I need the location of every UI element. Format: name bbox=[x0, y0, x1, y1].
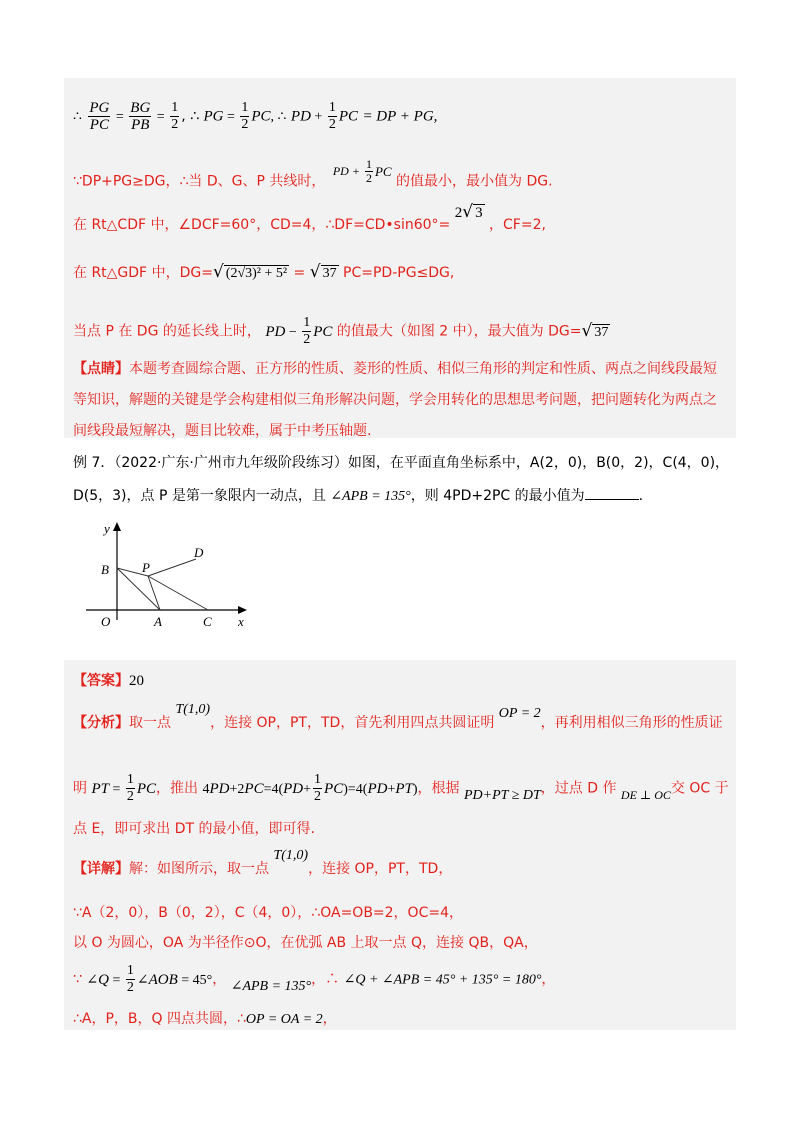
detail-line-2: ∵A（2，0），B（0，2），C（4，0），∴OA=OB=2，OC=4， bbox=[73, 905, 463, 921]
solution-line-4: 在 Rt△GDF 中，DG=√ (2√3)² + 5² = √ 37 PC=PD-PG≤DG, bbox=[73, 262, 455, 282]
label-a: A bbox=[154, 614, 162, 629]
label-b: B bbox=[101, 562, 109, 577]
solution-line-3: 在 Rt△CDF 中，∠DCF=60°，CD=4，∴DF=CD•sin60°= 2√ 3 ，CF=2, bbox=[73, 202, 546, 233]
expr-pd-plus-half-pc: PD + bbox=[332, 164, 360, 178]
value-sqrt37: √ 37 bbox=[309, 262, 337, 282]
solution-line-5: 当点 P 在 DG 的延长线上时， PD − $\frac{1}{2}$ PC 的值最大（如图 2 中），最大值为 DG=√ 37 bbox=[73, 315, 609, 347]
expr-pt-half-pc: PT = $\frac{1}{2}$ PC bbox=[91, 772, 157, 804]
detail-line-1: 【详解】解：如图所示，取一点 T(1,0)，连接 OP，PT，TD， bbox=[73, 848, 453, 877]
expr-pd-minus-half-pc: PD − $\frac{1}{2}$ PC bbox=[265, 315, 333, 347]
comment-line-2: 等知识，解题的关键是学会构建相似三角形解决问题，学会用转化的思想思考问题，把问题转化为两点之 bbox=[73, 392, 717, 408]
detail-line-4: ∵ ∠Q = $\frac{1}{2}$ ∠AOB = 45°， ∠APB = 135°，∴ ∠Q + ∠APB = 45° + 135° = 180°， bbox=[73, 963, 556, 995]
example-7-line-1: 例 7．（2022·广东·广州市九年级阶段练习）如图，在平面直角坐标系中，A(2，0)，B(0，2)，C(4，0)， bbox=[73, 455, 730, 471]
analysis-line-1: 【分析】取一点 T(1,0)，连接 OP，PT，TD，首先利用四点共圆证明 OP = 2，再利用相似三角形的性质证 bbox=[73, 702, 723, 731]
segment-pc bbox=[148, 576, 208, 610]
segment-pa bbox=[148, 576, 160, 610]
solution-line-2: ∵DP+PG≥DG，∴当 D、G、P 共线时， PD + $\frac{1}{2}$ PC 的值最小，最小值为 DG. bbox=[73, 157, 553, 190]
label-c: C bbox=[203, 614, 212, 629]
formula-line-1: ∴ $\frac{PG}{PC}$ = $\frac{BG}{PB}$ = $\frac{1}{2}$ , ∴ PG = $\frac{1}{2}$ PC, ∴ PD + $\frac{1}{2}$ PC = DP + PG, bbox=[73, 100, 438, 133]
fraction-pg-pc: $\frac{PG}{PC}$ bbox=[89, 100, 110, 133]
expr-angle-q: ∠Q = $\frac{1}{2}$ ∠AOB = 45° bbox=[86, 963, 213, 995]
label-y: y bbox=[104, 521, 110, 536]
fraction-half: $\frac{1}{2}$ bbox=[171, 100, 179, 132]
value-sqrt37-max: √ 37 bbox=[581, 320, 609, 341]
comment-line-3: 间线段最短解决，题目比较难，属于中考压轴题. bbox=[73, 423, 372, 439]
answer-line: 【答案】20 bbox=[73, 673, 144, 689]
expr-sqrt-sum: √ (2√3)² + 5² bbox=[212, 262, 288, 282]
label-d: D bbox=[194, 545, 204, 560]
example-7-line-2: D(5，3)，点 P 是第一象限内一动点，且 ∠APB = 135°，则 4PD+2PC 的最小值为 . bbox=[73, 488, 644, 504]
label-x: x bbox=[238, 614, 244, 629]
y-axis-arrow bbox=[113, 522, 121, 531]
coordinate-figure bbox=[82, 518, 257, 643]
analysis-line-2: 明 PT = $\frac{1}{2}$ PC，推出 4PD+2PC=4(PD+ $\frac{1}{2}$ PC)=4(PD+PT)，根据 PD+PT ≥ DT，过点 D 作 DE ⊥ OC交 OC 于 bbox=[73, 772, 729, 804]
comment-line-1: 【点睛】本题考查圆综合题、正方形的性质、菱形的性质、相似三角形的判定和性质、两点之间线段最短 bbox=[73, 361, 717, 377]
analysis-line-3: 点 E，即可求出 DT 的最小值，即可得. bbox=[73, 821, 315, 837]
label-p: P bbox=[142, 560, 150, 575]
x-axis-arrow bbox=[238, 606, 247, 614]
label-o: O bbox=[101, 614, 111, 629]
value-2-sqrt3: 2√ 3 bbox=[454, 202, 483, 222]
segment-pd bbox=[148, 559, 196, 576]
detail-line-3: 以 O 为圆心，OA 为半径作⊙O，在优弧 AB 上取一点 Q，连接 QB，QA， bbox=[73, 935, 538, 951]
answer-blank bbox=[585, 486, 639, 500]
detail-line-5: ∴A，P，B，Q 四点共圆，∴OP = OA = 2， bbox=[73, 1011, 337, 1027]
fraction-bg-pb: $\frac{BG}{PB}$ bbox=[130, 100, 151, 133]
expr-4pd-2pc: 4PD+2PC=4(PD+ $\frac{1}{2}$ PC)=4(PD+PT) bbox=[202, 772, 418, 804]
